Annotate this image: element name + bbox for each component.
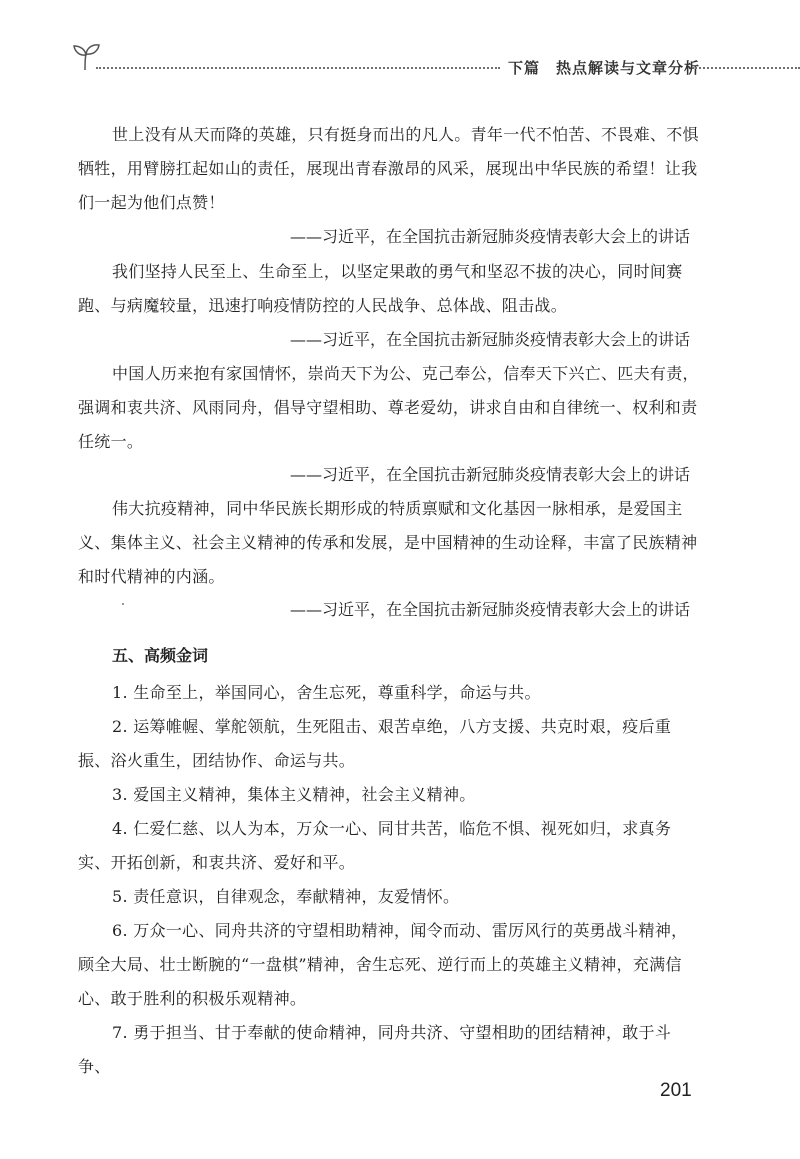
list-item: 1. 生命至上，举国同心，舍生忘死，尊重科学，命运与共。 [112, 683, 541, 702]
list-item: 4. 仁爱仁慈、以人为本，万众一心、同甘共苦，临危不惧、视死如归，求真务实、开拓创新，和衷共济、爱好和平。 [78, 819, 672, 872]
list-item: 7. 勇于担当、甘于奉献的使命精神，同舟共济、守望相助的团结精神，敢于斗争、 [78, 1023, 672, 1076]
list-item: 3. 爱国主义精神，集体主义精神，社会主义精神。 [112, 785, 476, 804]
list-item: 5. 责任意识，自律观念，奉献精神，友爱情怀。 [112, 887, 460, 906]
page-number: 201 [660, 1080, 692, 1101]
quote-source: ——习近平，在全国抗击新冠肺炎疫情表彰大会上的讲话 [289, 330, 690, 349]
quote-text: 伟大抗疫精神，同中华民族长期形成的特质禀赋和文化基因一脉相承，是爱国主义、集体主义、社会主义精神的传承和发展，是中国精神的生动诠释，丰富了民族精神和时代精神的内涵。 [78, 499, 698, 586]
quote-text: 中国人历来抱有家国情怀，崇尚天下为公、克己奉公，信奉天下兴亡、匹夫有责，强调和衷共济、风雨同舟，倡导守望相助、尊老爱幼，讲求自由和自律统一、权利和责任统一。 [78, 364, 699, 451]
list-item: 6. 万众一心、同舟共济的守望相助精神，闻令而动、雷厉风行的英勇战斗精神，顾全大局、壮士断腕的“一盘棋”精神，舍生忘死、逆行而上的英雄主义精神，充满信心、敢于胜利的积极乐观精神。 [78, 921, 688, 1008]
quote-source: ——习近平，在全国抗击新冠肺炎疫情表彰大会上的讲话 [289, 227, 690, 246]
quote-text: 世上没有从天而降的英雄，只有挺身而出的凡人。青年一代不怕苦、不畏难、不惧牺牲，用臂膀扛起如山的责任，展现出青春激昂的风采，展现出中华民族的希望！让我们一起为他们点赞！ [78, 125, 699, 212]
print-speck [122, 603, 124, 605]
list-item: 2. 运筹帷幄、掌舵领航，生死阻击、艰苦卓绝，八方支援、共克时艰，疫后重振、浴火重生，团结协作、命运与共。 [78, 717, 672, 770]
quote-source: ——习近平，在全国抗击新冠肺炎疫情表彰大会上的讲话 [289, 465, 690, 484]
header-section-title: 下篇 热点解读与文章分析 [508, 59, 701, 77]
quote-text: 我们坚持人民至上、生命至上，以坚定果敢的勇气和坚忍不拔的决心，同时间赛跑、与病魔较量，迅速打响疫情防控的人民战争、总体战、阻击战。 [78, 262, 683, 315]
header-dotted-rule-right [692, 67, 800, 69]
section-heading: 五、高频金词 [112, 646, 209, 665]
running-header [0, 0, 800, 90]
header-dotted-rule-left [96, 67, 500, 69]
quote-source: ——习近平，在全国抗击新冠肺炎疫情表彰大会上的讲话 [289, 600, 690, 619]
